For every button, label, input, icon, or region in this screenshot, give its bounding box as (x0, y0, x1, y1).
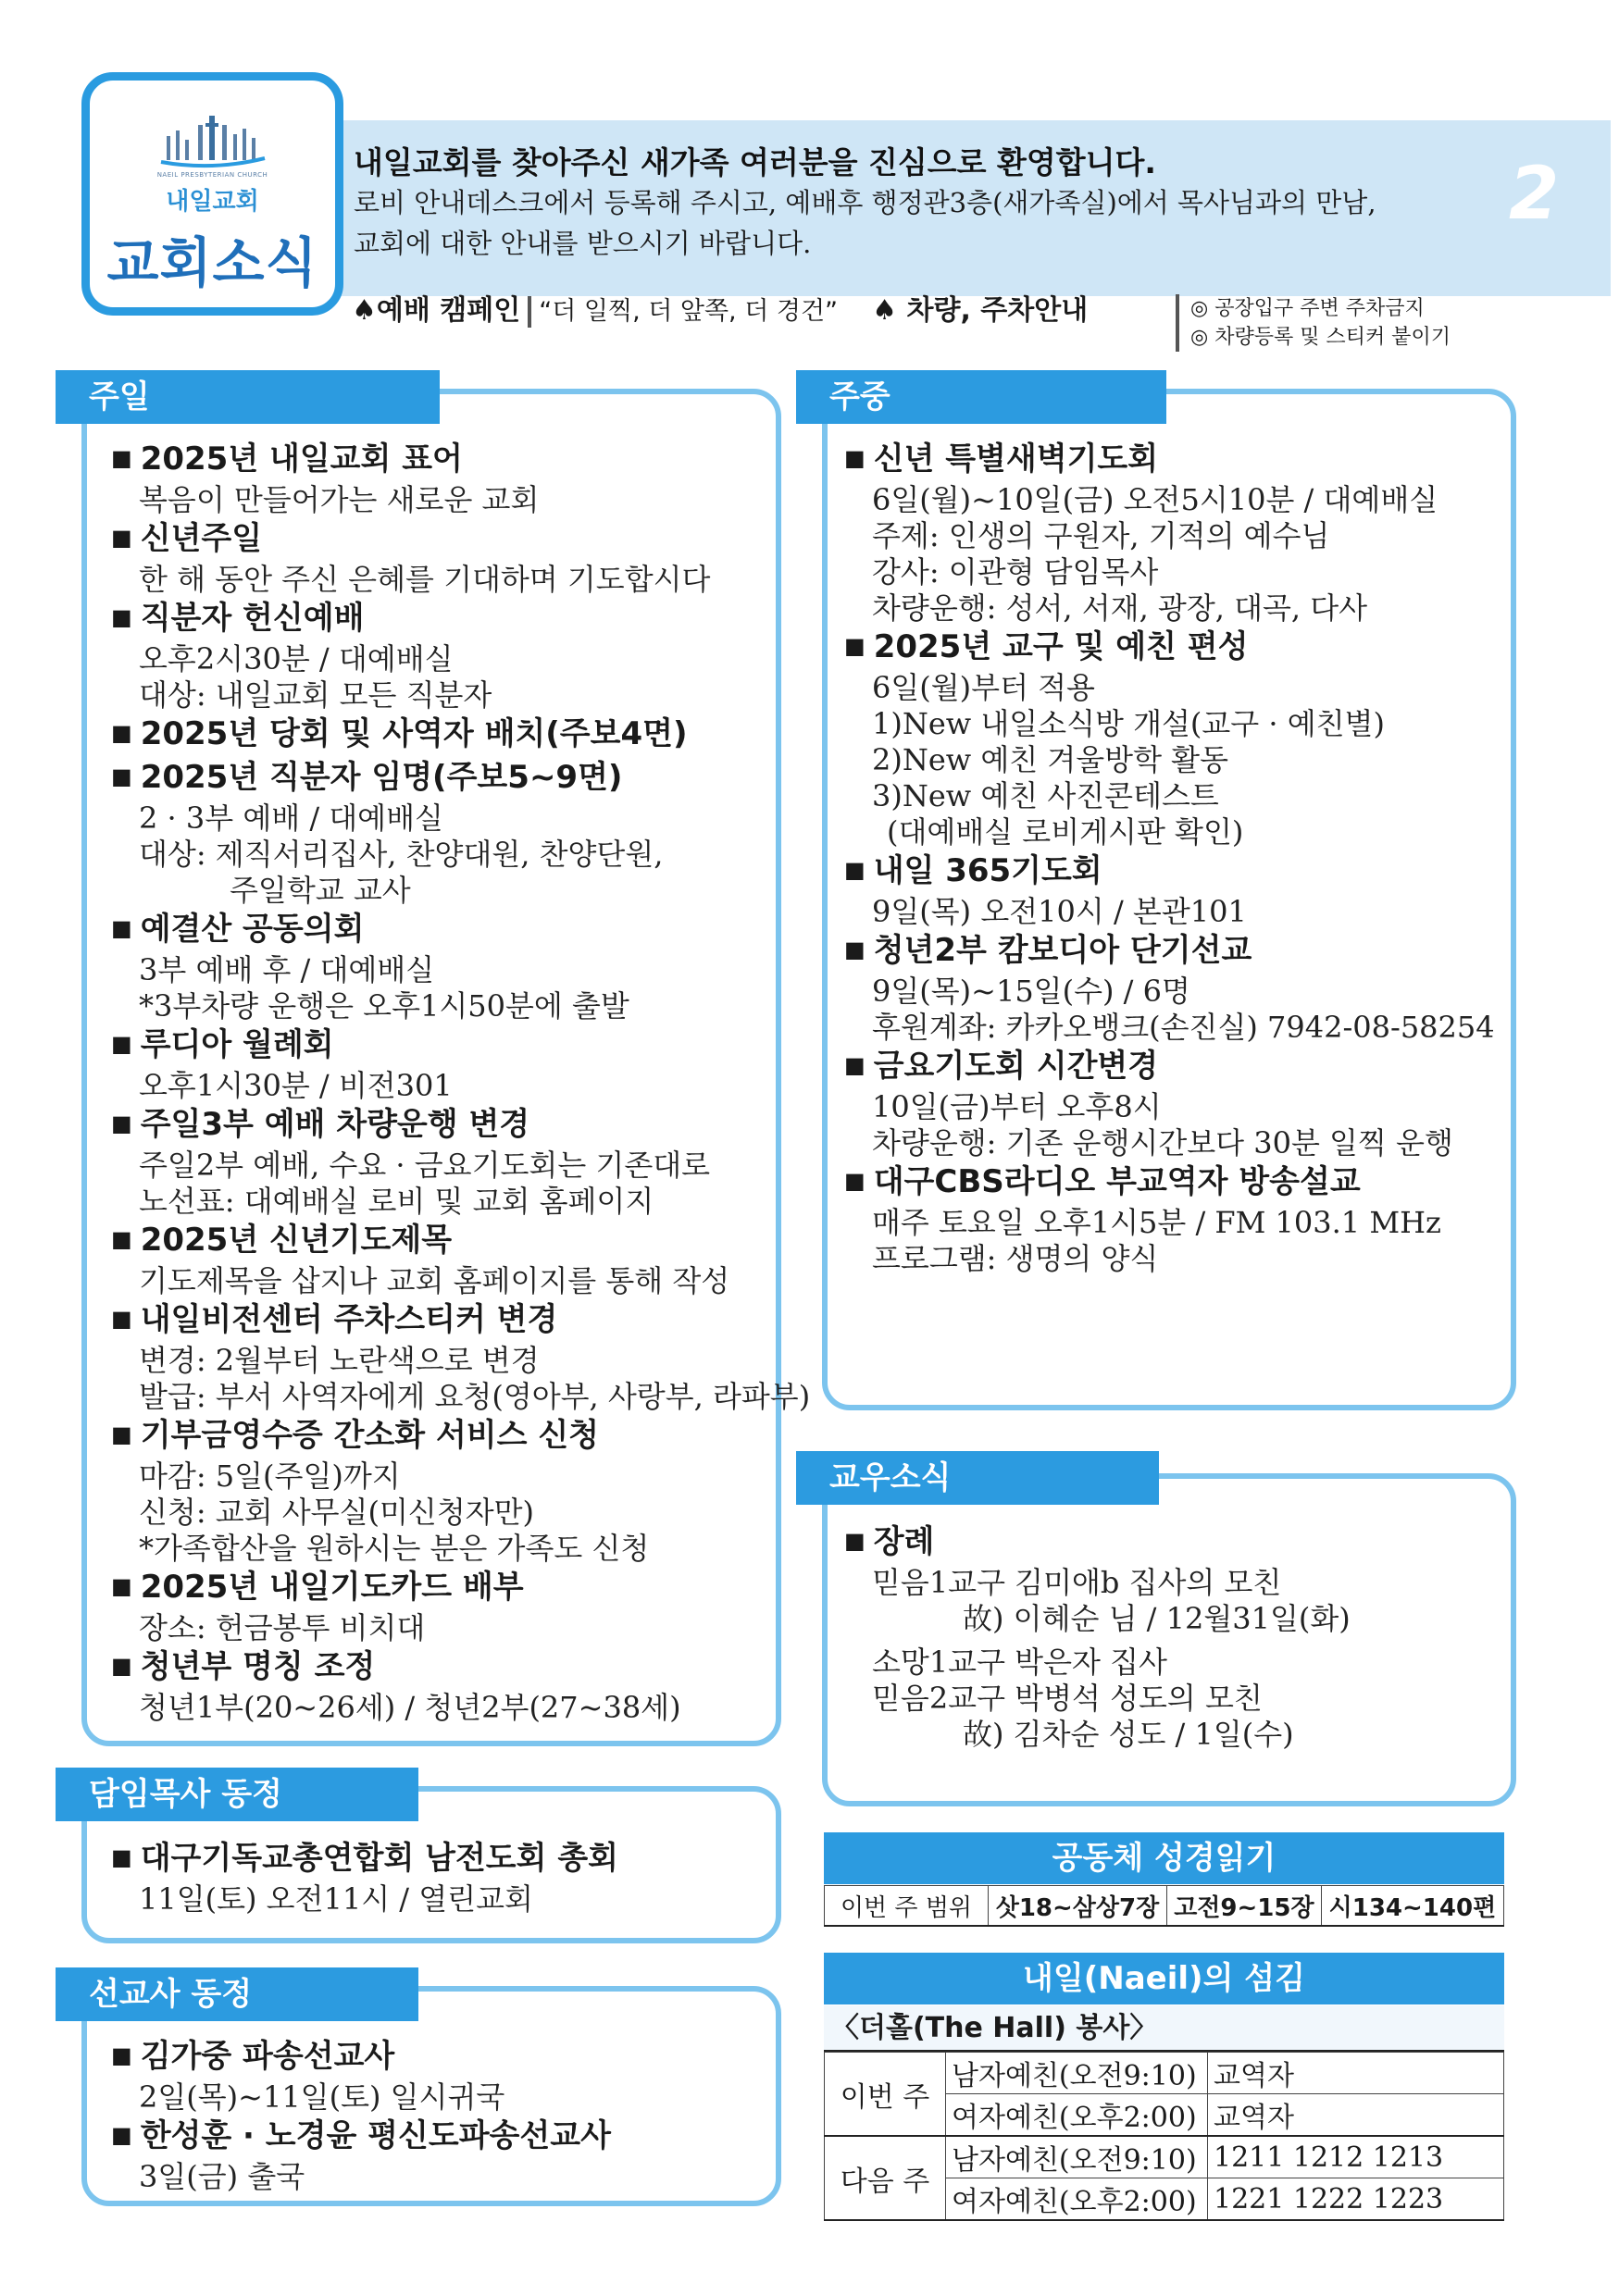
service-assignee: 1221 1222 1223 (1208, 2178, 1504, 2221)
welcome-text-line: 교회에 대한 안내를 받으시기 바랍니다. (354, 228, 812, 259)
funeral-line: 故) 김차순 성도 / 1일(수) (963, 1717, 1294, 1752)
news-item-detail: 차량운행: 기존 운행시간보다 30분 일찍 운행 (872, 1125, 1453, 1160)
service-group: 남자예친(오전9:10) (946, 2053, 1208, 2094)
news-item-detail: 9일(목)~15일(수) / 6명 (872, 974, 1190, 1009)
campaign-row (352, 287, 1088, 333)
sunday-items (111, 439, 810, 1726)
news-item-detail: 2일(목)~11일(토) 일시귀국 (139, 2079, 505, 2115)
news-item-detail: 신청: 교회 사무실(미신청자만) (139, 1495, 535, 1530)
news-item-detail: 청년1부(20~26세) / 청년2부(27~38세) (139, 1690, 681, 1725)
news-item-title: ■ 예결산 공동의회 (111, 909, 810, 952)
campaign-slogan: “더 일찍, 더 앞쪽, 더 경건” (539, 297, 839, 326)
news-item-title: ■ 대구CBS라디오 부교역자 방송설교 (844, 1161, 1495, 1205)
bible-reading-table (824, 1885, 1504, 1927)
bible-reading-title: 공동체 성경읽기 (824, 1832, 1504, 1884)
table-row (825, 2053, 1504, 2094)
news-item-title: ■ 주일3부 예배 차량운행 변경 (111, 1104, 810, 1148)
news-item-detail: 기도제목을 삽지나 교회 홈페이지를 통해 작성 (139, 1263, 730, 1298)
sunday-section-label: 주일 (56, 370, 440, 424)
members-section-label: 교우소식 (796, 1451, 1159, 1505)
funeral-line: 故) 이혜순 님 / 12월31일(화) (963, 1601, 1351, 1636)
midweek-section-label: 주중 (796, 370, 1166, 424)
service-group: 남자예친(오전9:10) (946, 2136, 1208, 2178)
page-number: 2 (1509, 153, 1560, 236)
news-item-title: ■ 금요기도회 시간변경 (844, 1046, 1495, 1089)
logo-small-text: NAEIL PRESBYTERIAN CHURCH (156, 171, 268, 179)
news-item-title: ■ 신년 특별새벽기도회 (844, 439, 1495, 482)
news-item-title: ■ 2025년 직분자 임명(주보5~9면) (111, 757, 810, 800)
news-item-detail: 3)New 예친 사진콘테스트 (872, 778, 1219, 813)
news-item-detail: (대예배실 로비게시판 확인) (887, 814, 1244, 850)
page-title: 교회소식 (106, 231, 318, 294)
hall-service-subtitle: 〈더홀(The Hall) 봉사〉 (824, 2005, 1504, 2052)
news-item-detail: 3부 예배 후 / 대예배실 (139, 952, 435, 987)
reading-range: 시134~140편 (1321, 1886, 1503, 1927)
news-item-detail: 강사: 이관형 담임목사 (872, 554, 1159, 590)
members-items (844, 1521, 1351, 1753)
news-item-title: ■ 루디아 월례회 (111, 1024, 810, 1068)
news-item-title: ■ 청년부 명칭 조정 (111, 1646, 810, 1690)
news-item-detail: 오후2시30분 / 대예배실 (139, 641, 454, 676)
reading-range: 삿18~삼상7장 (989, 1886, 1167, 1927)
news-item-detail: 1)New 내일소식방 개설(교구 · 예친별) (872, 706, 1385, 741)
reading-row-label: 이번 주 범위 (825, 1886, 989, 1927)
divider (528, 296, 531, 328)
service-title: 내일(Naeil)의 섬김 (824, 1953, 1504, 2004)
funeral-title: ■ 장례 (844, 1521, 1351, 1565)
funeral-line: 믿음2교구 박병석 성도의 모친 (872, 1681, 1263, 1716)
news-item-detail: 차량운행: 성서, 서재, 광장, 대곡, 다사 (872, 590, 1368, 626)
news-item-detail: 변경: 2월부터 노란색으로 변경 (139, 1343, 540, 1378)
hall-service-table (824, 2052, 1504, 2221)
news-item-title: ■ 직분자 헌신예배 (111, 598, 810, 641)
midweek-items (844, 439, 1495, 1277)
table-row (825, 2136, 1504, 2178)
service-assignee: 교역자 (1208, 2053, 1504, 2094)
news-item-title: ■ 신년주일 (111, 518, 810, 562)
news-item-detail: 11일(토) 오전11시 / 열린교회 (139, 1881, 533, 1917)
pastor-section-label: 담임목사 동정 (56, 1768, 418, 1821)
news-item-title: ■ 기부금영수증 간소화 서비스 신청 (111, 1415, 810, 1458)
news-item-title: ■ 2025년 내일기도카드 배부 (111, 1567, 810, 1610)
news-item-detail: 주일학교 교사 (230, 873, 411, 908)
news-item-detail: 3일(금) 출국 (139, 2159, 305, 2194)
news-item-title: ■ 내일 365기도회 (844, 850, 1495, 894)
parking-notes (1176, 294, 1451, 352)
service-group: 여자예친(오후2:00) (946, 2178, 1208, 2221)
news-item-detail: 노선표: 대예배실 로비 및 교회 홈페이지 (139, 1184, 654, 1219)
news-item-detail: 오후1시30분 / 비전301 (139, 1068, 453, 1103)
news-item-detail: 복음이 만들어가는 새로운 교회 (139, 482, 540, 517)
table-row (825, 1886, 1504, 1927)
news-item-title: ■ 김가중 파송선교사 (111, 2036, 611, 2079)
week-label: 다음 주 (825, 2136, 946, 2220)
worship-campaign-label: ♠예배 캠페인 (352, 294, 521, 327)
news-item-detail: 대상: 내일교회 모든 직분자 (139, 677, 492, 713)
news-item-title: ■ 내일비전센터 주차스티커 변경 (111, 1299, 810, 1343)
news-item-detail: 매주 토요일 오후1시5분 / FM 103.1 MHz (872, 1205, 1441, 1240)
news-item-title: ■ 2025년 신년기도제목 (111, 1220, 810, 1263)
logo-church-name: 내일교회 (166, 188, 259, 216)
news-item-title: ■ 한성훈 · 노경윤 평신도파송선교사 (111, 2116, 611, 2159)
parking-note: ◎ 차량등록 및 스티커 붙이기 (1190, 326, 1451, 349)
news-item-detail: 9일(목) 오전10시 / 본관101 (872, 894, 1247, 929)
service-group: 여자예친(오후2:00) (946, 2094, 1208, 2137)
welcome-title: 내일교회를 찾아주신 새가족 여러분을 진심으로 환영합니다. (354, 144, 1156, 180)
news-item-detail: 장소: 헌금봉투 비치대 (139, 1610, 426, 1645)
news-item-title: ■ 청년2부 캄보디아 단기선교 (844, 930, 1495, 974)
funeral-line: 소망1교구 박은자 집사 (872, 1644, 1167, 1680)
news-item-detail: 6일(월)부터 적용 (872, 670, 1095, 705)
church-logo-box (81, 72, 343, 316)
parking-label: ♠ 차량, 주차안내 (872, 294, 1089, 327)
reading-range: 고전9~15장 (1166, 1886, 1321, 1927)
funeral-line: 믿음1교구 김미애b 집사의 모친 (872, 1565, 1282, 1600)
news-item-detail: 한 해 동안 주신 은혜를 기대하며 기도합시다 (139, 562, 711, 597)
news-item-detail: 발급: 부서 사역자에게 요청(영아부, 사랑부, 라파부) (139, 1379, 811, 1414)
news-item-title: ■ 대구기독교총연합회 남전도회 총회 (111, 1838, 618, 1881)
parking-note: ◎ 공장입구 주변 주차금지 (1190, 297, 1425, 320)
news-item-title: ■ 2025년 교구 및 예친 편성 (844, 627, 1495, 670)
news-item-detail: 6일(월)~10일(금) 오전5시10분 / 대예배실 (872, 482, 1438, 517)
news-item-detail: 주제: 인생의 구원자, 기적의 예수님 (872, 518, 1330, 553)
welcome-text-line: 로비 안내데스크에서 등록해 주시고, 예배후 행정관3층(새가족실)에서 목사님과의 만남, (354, 187, 1376, 218)
news-item-detail: 마감: 5일(주일)까지 (139, 1458, 401, 1494)
missionary-section-label: 선교사 동정 (56, 1967, 418, 2021)
week-label: 이번 주 (825, 2053, 946, 2137)
news-item-title: ■ 2025년 당회 및 사역자 배치(주보4면) (111, 714, 810, 757)
spacer (844, 1637, 1351, 1644)
news-item-detail: 대상: 제직서리집사, 찬양대원, 찬양단원, (139, 837, 664, 872)
news-item-detail: 후원계좌: 카카오뱅크(손진실) 7942-08-58254 (872, 1010, 1495, 1045)
news-item-detail: 주일2부 예배, 수요 · 금요기도회는 기존대로 (139, 1148, 711, 1183)
service-assignee: 교역자 (1208, 2094, 1504, 2137)
service-assignee: 1211 1212 1213 (1208, 2136, 1504, 2178)
news-item-detail: *3부차량 운행은 오후1시50분에 출발 (139, 988, 629, 1024)
missionary-items (111, 2036, 611, 2195)
news-item-detail: 2 · 3부 예배 / 대예배실 (139, 800, 443, 836)
news-item-detail: 프로그램: 생명의 양식 (872, 1241, 1159, 1276)
news-item-detail: 2)New 예친 겨울방학 활동 (872, 742, 1228, 777)
pastor-items (111, 1838, 618, 1917)
news-item-title: ■ 2025년 내일교회 표어 (111, 439, 810, 482)
church-skyline-icon (157, 112, 268, 169)
news-item-detail: *가족합산을 원하시는 분은 가족도 신청 (139, 1531, 650, 1566)
news-item-detail: 10일(금)부터 오후8시 (872, 1089, 1162, 1124)
